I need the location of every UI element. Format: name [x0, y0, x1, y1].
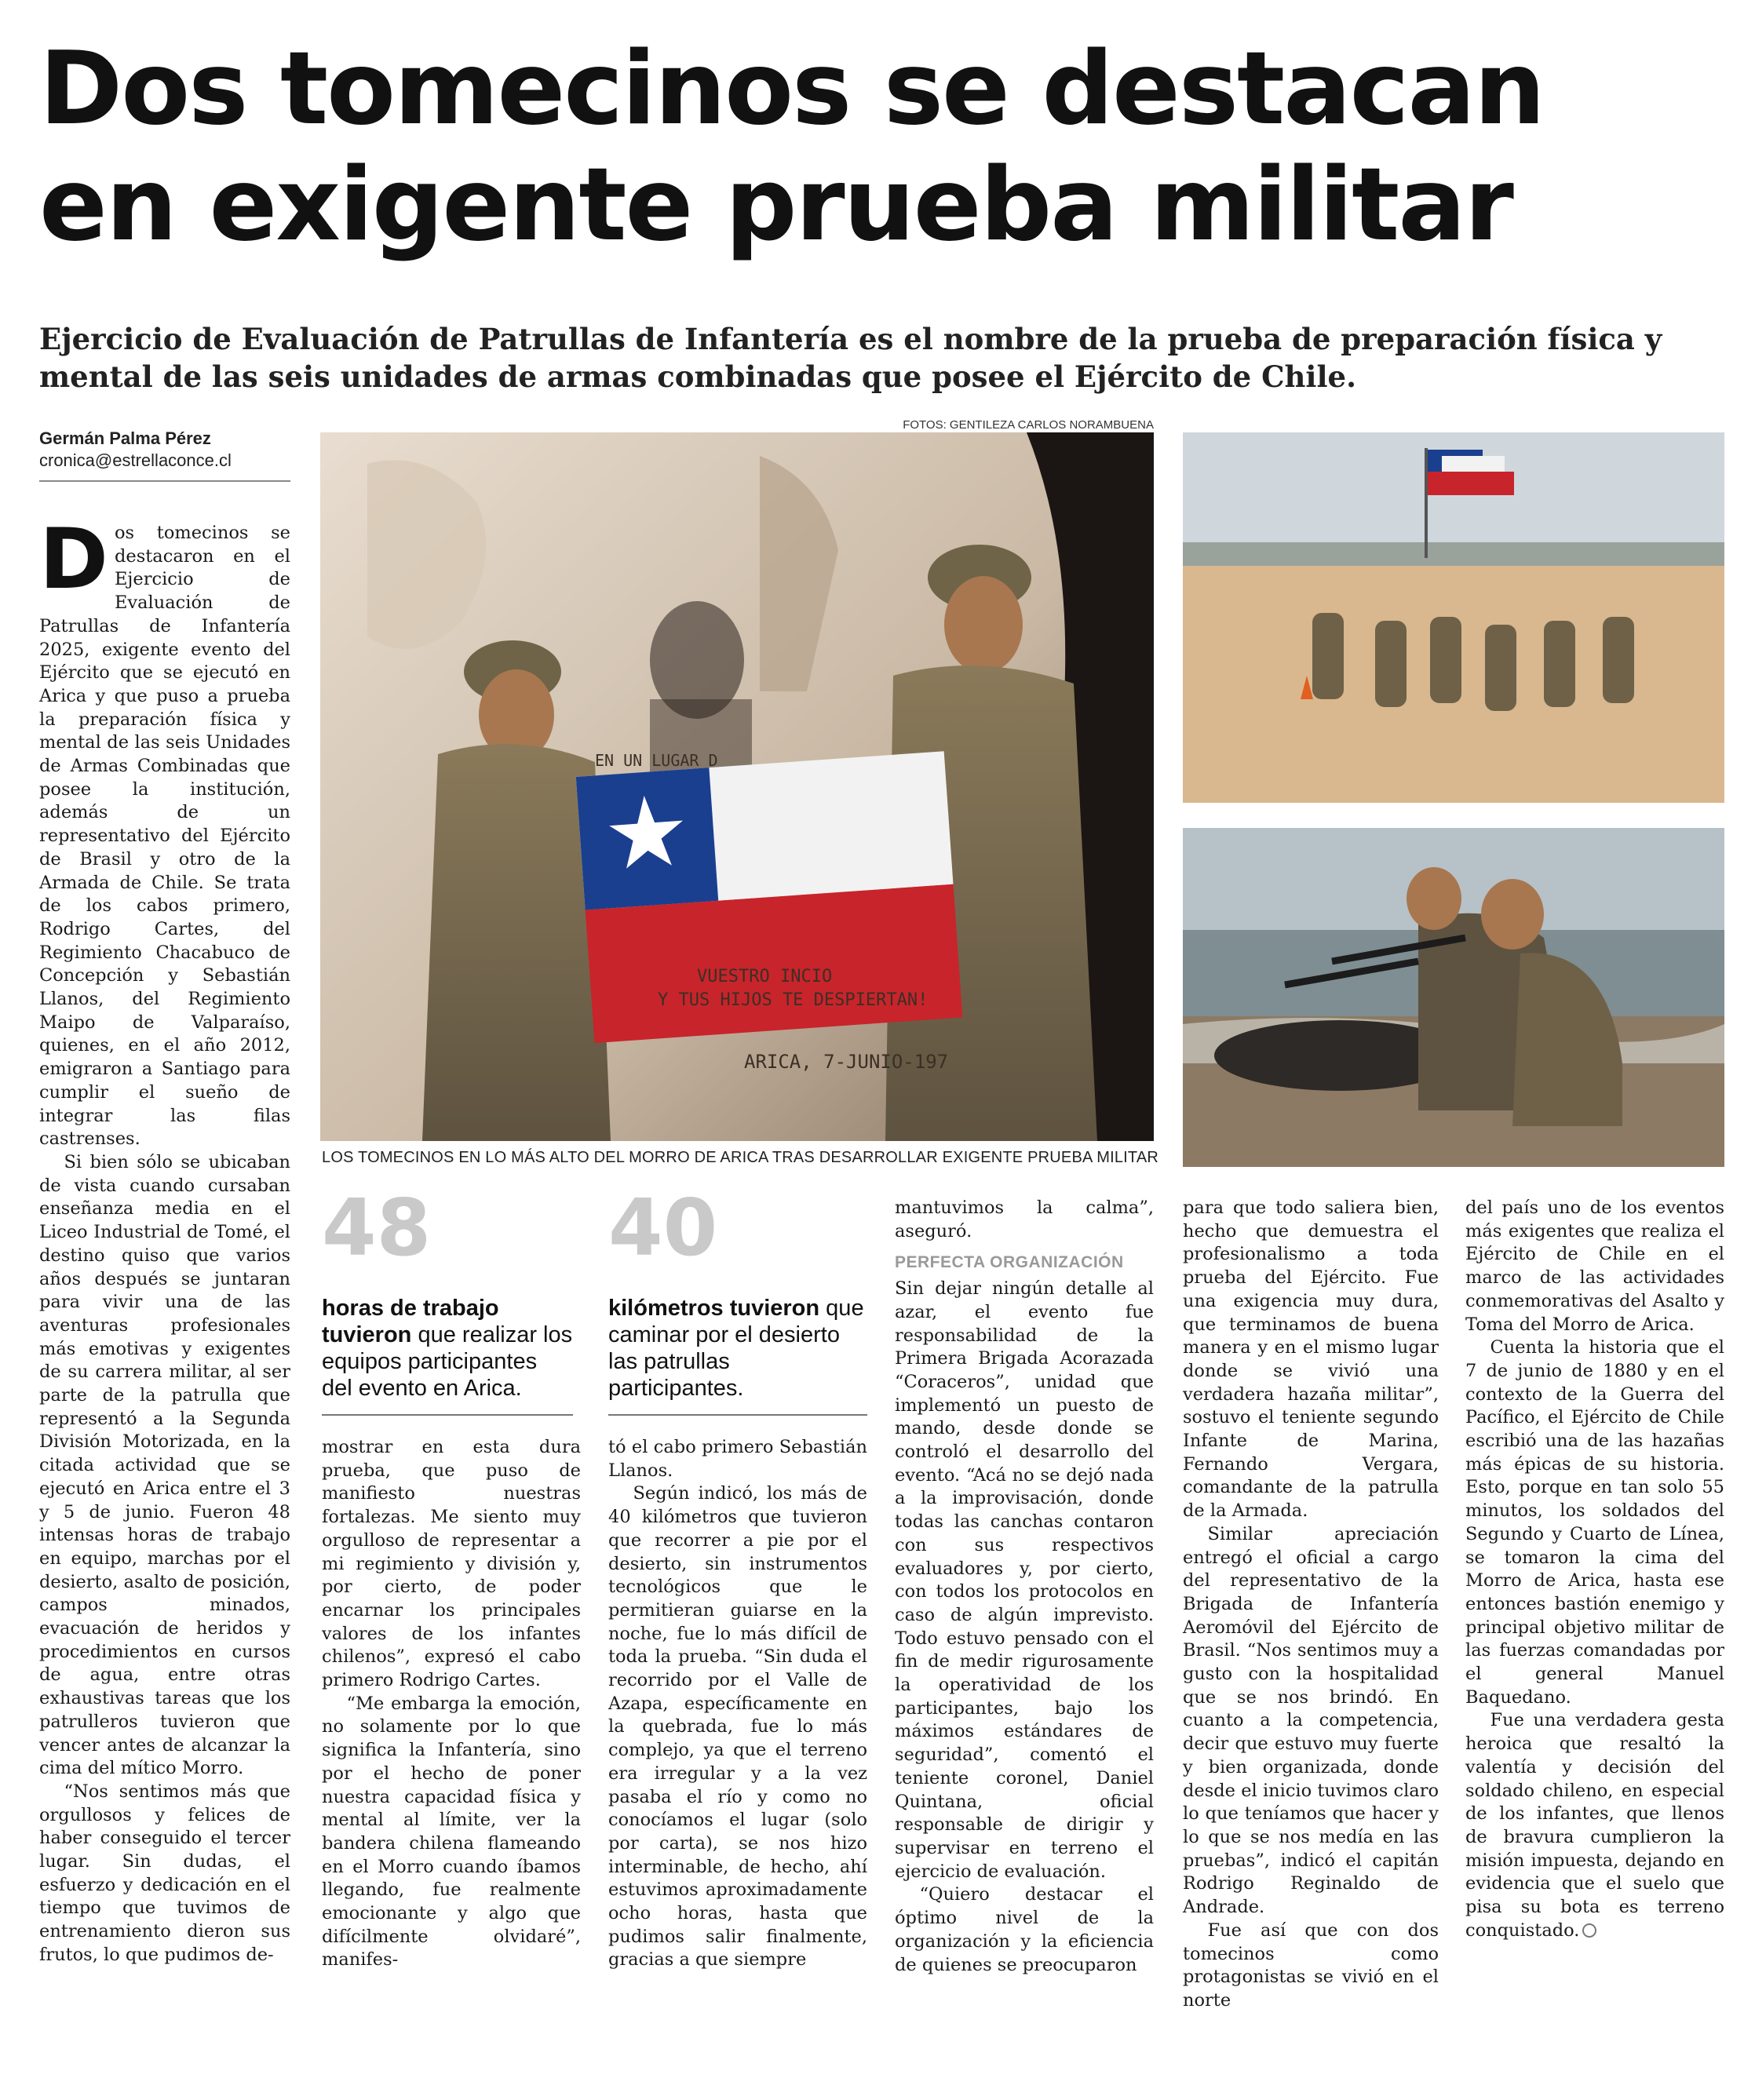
stat-divider-40 [608, 1414, 867, 1416]
beach-photo-image [1183, 828, 1724, 1167]
end-mark-icon [1582, 1923, 1596, 1938]
main-photo [320, 432, 1154, 1141]
article-paragraph: tó el cabo primero Sebastián Llanos. [608, 1437, 867, 1481]
patrol-photo-image [1183, 432, 1724, 803]
drop-cap: D [39, 511, 108, 607]
author-name: Germán Palma Pérez [39, 428, 211, 448]
column-1 [39, 511, 290, 1967]
monument-text-1: EN UN LUGAR D [595, 751, 718, 770]
article-paragraph: mantuvimos la calma”, aseguró. [895, 1198, 1154, 1241]
article-paragraph: mostrar en esta dura prueba, que puso de manifiesto nuestras fortalezas. Me siento muy orgulloso de representar a mi regimiento y división y, por cierto, de poder encarnar los principales valores de los infantes chilenos”, expresó el cabo primero Rodrigo Cartes. [322, 1437, 581, 1691]
column-2 [322, 1436, 581, 1972]
column-4 [895, 1197, 1154, 1977]
article-paragraph: para que todo saliera bien, hecho que demuestra el profesionalismo a toda prueba del Ejército. Fue una exigencia muy dura, que terminamos de buena manera y en el mismo lugar donde se vivió una verdadera hazaña militar”, sostuvo el teniente segundo Infante de Marina, Fernando Vergara, comandante de la patrulla de la Armada. [1183, 1198, 1439, 1522]
byline-divider [39, 480, 290, 482]
article-paragraph: “Me embarga la emoción, no solamente por lo que significa la Infantería, sino por el hecho de poner nuestra capacidad física y mental al límite, ver la bandera chilena flameando en el Morro cuando íbamos llegando, fue realmente emocionante y algo que difícilmente olvidaré”, manifes- [322, 1693, 581, 1971]
monument-text-2: VUESTRO INCIO [697, 967, 833, 986]
article-paragraph: Sin dejar ningún detalle al azar, el evento fue responsabilidad de la Primera Brigada Acorazada “Coraceros”, unidad que implementó un puesto de mando, desde donde se controló el desarrollo del evento. “Acá no se dejó nada a la improvisación, donde todas las canchas contaron con sus respectivos evaluadores y, por cierto, con todos los protocolos en caso de algún imprevisto. Todo estuvo pensado con el fin de medir rigurosamente la operatividad de los participantes, bajo los máximos estándares de seguridad”, comentó el teniente coronel, Daniel Quintana, oficial responsable de dirigir y supervisar en terreno el ejercicio de evaluación. [895, 1278, 1154, 1882]
closing-text: Fue una verdadera gesta heroica que resaltó la valentía y decisión del soldado chileno, en especial de los infantes, que llenos de bravura cumplieron la misión impuesta, dejando en evidencia que el suelo que pisa su bota es terreno conquistado. [1465, 1710, 1724, 1941]
article-paragraph: Si bien sólo se ubicaban de vista cuando cursaban enseñanza media en el Liceo Industrial de Tomé, el destino quiso que varios años después se juntaran para vivir una de las aventuras profesionales más emotivas y exigentes de su carrera militar, al ser parte de la patrulla que representó a la Segunda División Motorizada, en la citada actividad que se ejecutó en Arica entre el 3 y 5 de junio. Fueron 48 intensas horas de trabajo en equipo, marchas por el desierto, asalto de posición, campos minados, evacuación de heridos y procedimientos en cursos de agua, entre otras exhaustivas tareas que los patrulleros tuvieron que vencer antes de alcanzar la cima del mítico Morro. [39, 1151, 290, 1779]
headline-line-2: en exigente prueba militar [39, 147, 1512, 264]
beach-photo [1183, 828, 1724, 1167]
monument-text-4: ARICA, 7-JUNIO-197 [744, 1051, 949, 1073]
article-paragraph: “Nos sentimos más que orgullosos y felices de haber conseguido el tercer lugar. Sin dudas, el esfuerzo y dedicación en el tiempo que tuvimos de entrenamiento dieron sus frutos, lo que pudimos de- [39, 1781, 290, 1965]
article-paragraph: del país uno de los eventos más exigentes que realiza el Ejército de Chile en el marco de las actividades conmemorativas del Asalto y Toma del Morro de Arica. [1465, 1198, 1724, 1335]
stat-bold-48: horas de trabajo tuvieron [322, 1296, 499, 1347]
patrol-photo [1183, 432, 1724, 803]
article-paragraph [1465, 1709, 1724, 1942]
section-subhead: PERFECTA ORGANIZACIÓN [895, 1253, 1124, 1272]
monument-text-3: Y TUS HIJOS TE DESPIERTAN! [658, 990, 929, 1010]
article-paragraph: Fue así que con dos tomecinos como protagonistas se vivió en el norte [1183, 1920, 1439, 2011]
headline-line-1: Dos tomecinos se destacan [39, 31, 1544, 148]
photo-credit: FOTOS: GENTILEZA CARLOS NORAMBUENA [903, 418, 1154, 432]
author-email[interactable]: cronica@estrellaconce.cl [39, 450, 232, 470]
article-paragraph: Similar apreciación entregó el oficial a cargo del representativo de la Brigada de Infantería Aeromóvil del Ejército de Brasil. “Nos sentimos muy a gusto con la hospitalidad que se nos brindó. En cuanto a la competencia, decir que estuvo muy fuerte y bien organizada, donde desde el inicio tuvimos claro lo que teníamos que hacer y lo que se nos medía en las pruebas”, indicó el capitán Rodrigo Reginaldo de Andrade. [1183, 1523, 1439, 1918]
stat-number-40: 40 [608, 1182, 718, 1274]
stat-rest-40: que caminar por el desierto las patrullas participantes. [608, 1296, 864, 1401]
main-photo-image [320, 432, 1154, 1141]
stat-bold-40: kilómetros tuvieron [608, 1296, 820, 1321]
stat-number-48: 48 [322, 1182, 432, 1274]
headline [39, 31, 1719, 264]
stat-divider-48 [322, 1414, 573, 1416]
stat-text-40 [608, 1295, 867, 1402]
article-paragraph: Según indicó, los más de 40 kilómetros que tuvieron que recorrer a pie por el desierto, sin instrumentos tecnológicos que le permitieran guiarse en la noche, fue lo más difícil de toda la prueba. “Sin duda el recorrido por el Valle de Azapa, específicamente en la quebrada, fue lo más complejo, ya que el terreno era irregular y a la vez pasaba el río y como no conocíamos el lugar (solo por carta), se nos hizo interminable, de hecho, ahí estuvimos aproximadamente ocho horas, hasta que pudimos salir finalmente, gracias a que siempre [608, 1483, 867, 1971]
lead-text: os tomecinos se destacaron en el Ejercicio de Evaluación de Patrullas de Infantería 2025, exigente evento del Ejército que se ejecutó en Arica y que puso a prueba la preparación física y mental de las seis Unidades de Armas Combinadas que posee la institución, además de un representativo del Ejército de Brasil y otro de la Armada de Chile. Se trata de los cabos primero, Rodrigo Cartes, del Regimiento Chacabuco de Concepción y Sebastián Llanos, del Regimiento Maipo de Valparaíso, quienes, en el año 2012, emigraron a Santiago para cumplir el sueño de integrar las filas castrenses. [39, 523, 290, 1150]
stat-text-48 [322, 1295, 573, 1402]
article-paragraph: Cuenta la historia que el 7 de junio de 1880 y en el contexto de la Guerra del Pacífico, el Ejército de Chile escribió una de las hazañas más épicas de su historia. Esto, porque en tan solo 55 minutos, los soldados del Segundo y Cuarto de Línea, se tomaron la cima del Morro de Arica, hasta ese entonces bastión enemigo y principal objetivo militar de las fuerzas comandadas por el general Manuel Baquedano. [1465, 1337, 1724, 1708]
column-5 [1183, 1197, 1439, 2013]
column-6 [1465, 1197, 1724, 1943]
article-paragraph [39, 511, 290, 1151]
article-paragraph: “Quiero destacar el óptimo nivel de la organización y la eficiencia de quienes se preocuparon [895, 1884, 1154, 1975]
stat-rest-48: que realizar los equipos participantes del evento en Arica. [322, 1322, 573, 1401]
main-photo-caption: LOS TOMECINOS EN LO MÁS ALTO DEL MORRO DE ARICA TRAS DESARROLLAR EXIGENTE PRUEBA MILITAR [322, 1149, 1159, 1166]
column-3 [608, 1436, 867, 1972]
byline [39, 428, 290, 472]
deck: Ejercicio de Evaluación de Patrullas de Infantería es el nombre de la prueba de preparación física y mental de las seis unidades de armas combinadas que posee el Ejército de Chile. [39, 322, 1662, 394]
